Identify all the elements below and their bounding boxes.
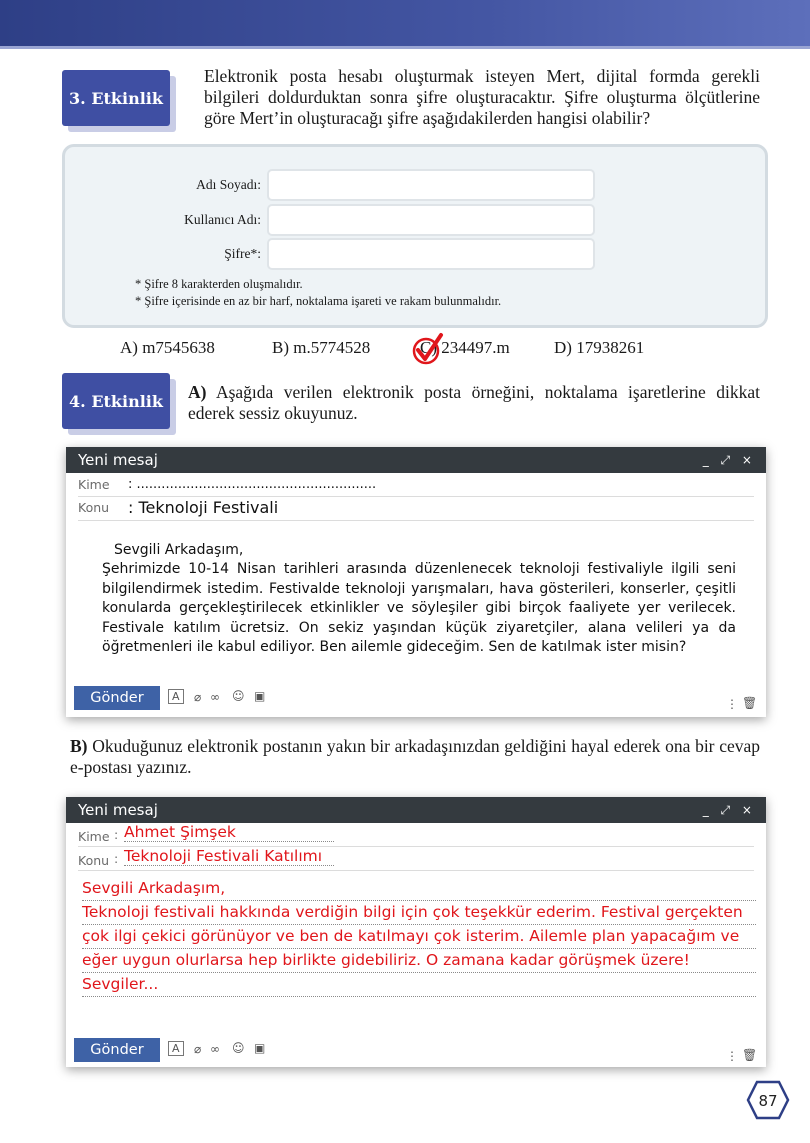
image-icon[interactable]: ▣ [254,1041,266,1055]
activity-4-badge: 4. Etkinlik [62,373,170,429]
reply-line: Sevgili Arkadaşım, [82,877,756,901]
format-text-icon[interactable]: A [168,1041,184,1055]
trash-icon[interactable]: 🗑 [742,1048,758,1062]
mail1-greeting: Sevgili Arkadaşım, [114,542,244,558]
password-row [65,238,595,270]
checkmark-icon [410,332,444,366]
link-icon[interactable]: ∞ [210,690,220,704]
attach-icon[interactable]: ⌀ [194,1042,202,1056]
username-label: Kullanıcı Adı: [184,212,261,227]
answer-choices [120,338,680,362]
reply-line: Teknoloji festivali hakkında verdiğin bilgi için çok teşekkür ederim. Festival gerçekten [82,901,756,925]
choice-d[interactable]: D) 17938261 [554,338,645,357]
mail2-subject-row: Konu : Teknoloji Festivali Katılımı [78,847,754,871]
name-row [65,169,595,201]
password-rule-chars: * Şifre içerisinde en az bir harf, noktalama işareti ve rakam bulunmalıdır. [135,294,502,308]
mail1-title: Yeni mesaj [78,451,158,469]
activity-3-question: Elektronik posta hesabı oluşturmak isteyen Mert, dijital formda gerekli bilgileri doldurduktan sonra şifre oluşturacaktır. Şifre oluşturma ölçütlerine göre Mert’in oluşturacağı şifre aşağıdakilerden hangisi olabilir? [204,66,760,128]
part-a-text: Aşağıda verilen elektronik posta örneğini, noktalama işaretlerine dikkat ederek sessiz okuyunuz. [188,382,760,423]
page-number-hexagon [746,1080,790,1120]
password-input[interactable] [267,238,595,270]
mail2-to-row: Kime : Ahmet Şimşek [78,823,754,847]
email-window-reply [66,797,766,1067]
more-options-icon[interactable]: ⋮ [726,697,738,711]
password-rule-length: * Şifre 8 karakterden oluşmalıdır. [135,277,303,291]
mail1-subject-label: Konu [78,500,110,515]
activity-4-part-b [70,736,760,778]
username-input[interactable] [267,204,595,236]
link-icon[interactable]: ∞ [210,1042,220,1056]
name-label: Adı Soyadı: [196,177,261,192]
activity-3-badge: 3. Etkinlik [62,70,170,126]
mail2-subject-value[interactable]: Teknoloji Festivali Katılımı [124,847,334,866]
mail2-titlebar [66,797,766,823]
mail2-title: Yeni mesaj [78,801,158,819]
emoji-icon[interactable]: ☺ [232,689,245,703]
attach-icon[interactable]: ⌀ [194,690,202,704]
choice-a[interactable]: A) m7545638 [120,338,215,357]
mail1-to-row [78,473,754,497]
mail2-subject-label: Konu [78,853,110,868]
mail2-send-button[interactable]: Gönder [74,1038,160,1062]
trash-icon[interactable]: 🗑 [742,696,758,710]
mail1-to-label: Kime [78,477,110,492]
window-controls-icon[interactable]: _ ⤢ × [702,453,756,467]
mail2-to-label: Kime [78,829,110,844]
activity-4-part-a [188,382,760,424]
reply-line: eğer uygun olurlarsa hep birlikte gidebiliriz. O zamana kadar görüşmek üzere! [82,949,756,973]
page-number: 87 [758,1092,778,1110]
mail1-subject-row [78,497,754,521]
choice-c[interactable]: C) 234497.m [420,338,510,357]
reply-line: Sevgiler... [82,973,756,997]
signup-form [62,144,768,328]
mail1-titlebar [66,447,766,473]
more-options-icon[interactable]: ⋮ [726,1049,738,1063]
mail1-send-button[interactable]: Gönder [74,686,160,710]
username-row [65,204,595,236]
emoji-icon[interactable]: ☺ [232,1041,245,1055]
part-b-letter: B) [70,736,88,756]
window-controls-icon[interactable]: _ ⤢ × [702,803,756,817]
part-a-letter: A) [188,382,207,402]
mail1-body: Şehrimizde 10-14 Nisan tarihleri arasında düzenlenecek teknoloji festivaliyle ilgili seni bilgilendirmek istedim. Festivalde teknoloji yarışmaları, hava gösterileri, konserler, çeşitli konularda gerçekleştirilecek etkinlikler ve söyleşiler gibi birçok faaliyete yer verilecek. Festivale katılım ücretsiz. On sekiz yaşından küçük ziyaretçiler, alana velileri ya da öğretmenleri ile kabul ediliyor. Ben ailemle gideceğim. Sen de katılmak ister misin? [102,561,736,655]
reply-line: çok ilgi çekici görünüyor ve ben de katılmayı çok isterim. Ailemle plan yapacağım ve [82,925,756,949]
header-band [0,0,810,46]
mail1-to-value[interactable]: : .......................................................... [128,477,377,492]
format-text-icon[interactable]: A [168,689,184,703]
part-b-text: Okuduğunuz elektronik postanın yakın bir arkadaşınızdan geldiğini hayal ederek ona bir cevap e-postası yazınız. [70,736,760,777]
email-window-sample [66,447,766,717]
mail2-to-value[interactable]: Ahmet Şimşek [124,823,334,842]
name-input[interactable] [267,169,595,201]
header-divider [0,46,810,49]
choice-b[interactable]: B) m.5774528 [272,338,371,357]
image-icon[interactable]: ▣ [254,689,266,703]
password-label: Şifre*: [224,246,261,261]
mail1-subject-value[interactable]: : Teknoloji Festivali [128,498,279,517]
mail2-reply-body[interactable] [82,877,756,997]
